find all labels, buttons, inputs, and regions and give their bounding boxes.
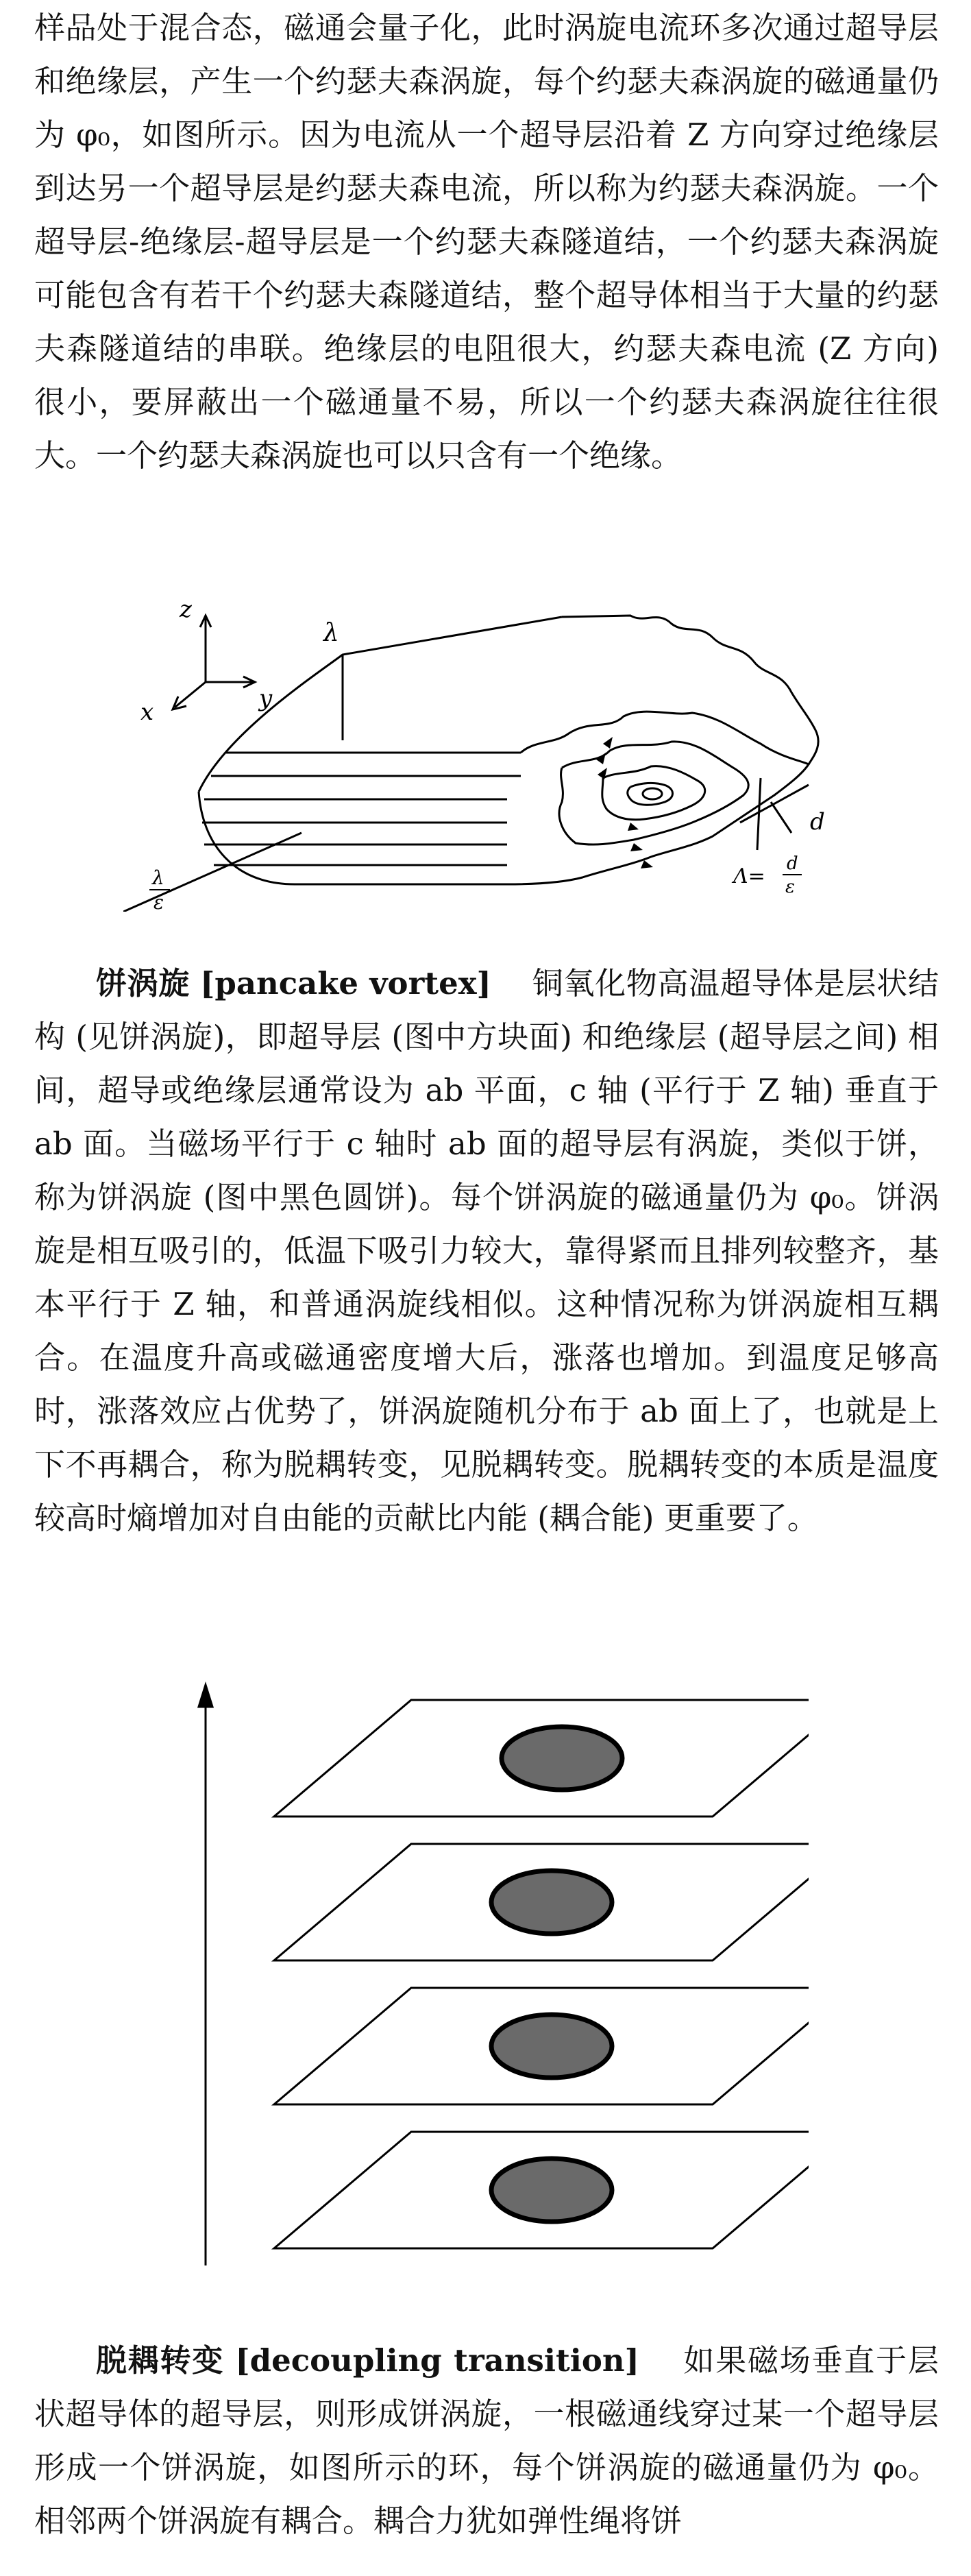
entry-decoupling-body: 如果磁场垂直于层状超导体的超导层，则形成饼涡旋，一根磁通线穿过某一个超导层形成一个饼涡旋，如图所示的环，每个饼涡旋的磁通量仍为 φ₀。相邻两个饼涡旋有耦合。耦合力犹如弹性绳将饼 [34, 2342, 939, 2539]
vortex-arrows-icon [596, 737, 653, 868]
entry-pancake-vortex-body: 铜氧化物高温超导体是层状结构 (见饼涡旋)，即超导层 (图中方块面) 和绝缘层 (超导层之间) 相间，超导或绝缘层通常设为 ab 平面，c 轴 (平行于 Z 轴) 垂直于 ab 面。当磁场平行于 c 轴时 ab 面的超导层有涡旋，类似于饼，称为饼涡旋 (图中黑色圆饼)。每个饼涡旋的磁通量仍为 φ₀。饼涡旋是相互吸引的，低温下吸引力较大，靠得紧而且排列较整齐，基本平行于 Z 轴，和普通涡旋线相似。这种情况称为饼涡旋相互耦合。在温度升高或磁通密度增大后，涨落也增加。到温度足够高时，涨落效应占优势了，饼涡旋随机分布于 ab 面上了，也就是上下不再耦合，称为脱耦转变，见脱耦转变。脱耦转变的本质是温度较高时熵增加对自由能的贡献比内能 (耦合能) 更重要了。 [34, 965, 939, 1536]
term-decoupling-cn: 脱耦转变 [96, 2342, 225, 2379]
entry-decoupling-transition [34, 2334, 939, 2548]
lambda-frac-num: λ [152, 866, 164, 889]
term-pancake-vortex-cn: 饼涡旋 [96, 965, 190, 1001]
paragraph-josephson-vortex: 样品处于混合态，磁通会量子化，此时涡旋电流环多次通过超导层和绝缘层，产生一个约瑟夫森涡旋，每个约瑟夫森涡旋的磁通量仍为 φ₀，如图所示。因为电流从一个超导层沿着 Z 方向穿过绝缘层到达另一个超导层是约瑟夫森电流，所以称为约瑟夫森涡旋。一个超导层-绝缘层-超导层是一个约瑟夫森隧道结，一个约瑟夫森涡旋可能包含有若干个约瑟夫森隧道结，整个超导体相当于大量的约瑟夫森隧道结的串联。绝缘层的电阻很大，约瑟夫森电流 (Z 方向) 很小，要屏蔽出一个磁通量不易，所以一个约瑟夫森涡旋往往很大。一个约瑟夫森涡旋也可以只含有一个绝缘。 [34, 10, 939, 474]
axis-z-label: z [180, 596, 192, 623]
axis-y-label: y [259, 685, 273, 712]
term-decoupling-en: [decoupling transition] [235, 2342, 639, 2379]
d-marker-icon [740, 778, 809, 850]
axis-x-label: x [140, 698, 154, 726]
Lambda-frac-den: ε [785, 877, 795, 897]
figure-pancake-vortices [178, 1679, 809, 2269]
axes-icon [173, 616, 255, 709]
layered-slab-icon [199, 616, 818, 884]
c-axis-arrow-icon [199, 1685, 212, 2265]
Lambda-eq-label: Λ= [733, 864, 765, 888]
pancake-disks-icon [491, 1727, 622, 2222]
Lambda-frac-num: d [787, 853, 798, 874]
lambda-frac-den: ε [153, 891, 164, 912]
figure-josephson-vortex [123, 596, 911, 912]
lambda-label: λ [323, 619, 339, 647]
d-label: d [810, 808, 825, 836]
entry-pancake-vortex [34, 957, 939, 1545]
term-pancake-vortex-en: [pancake vortex] [200, 965, 491, 1001]
